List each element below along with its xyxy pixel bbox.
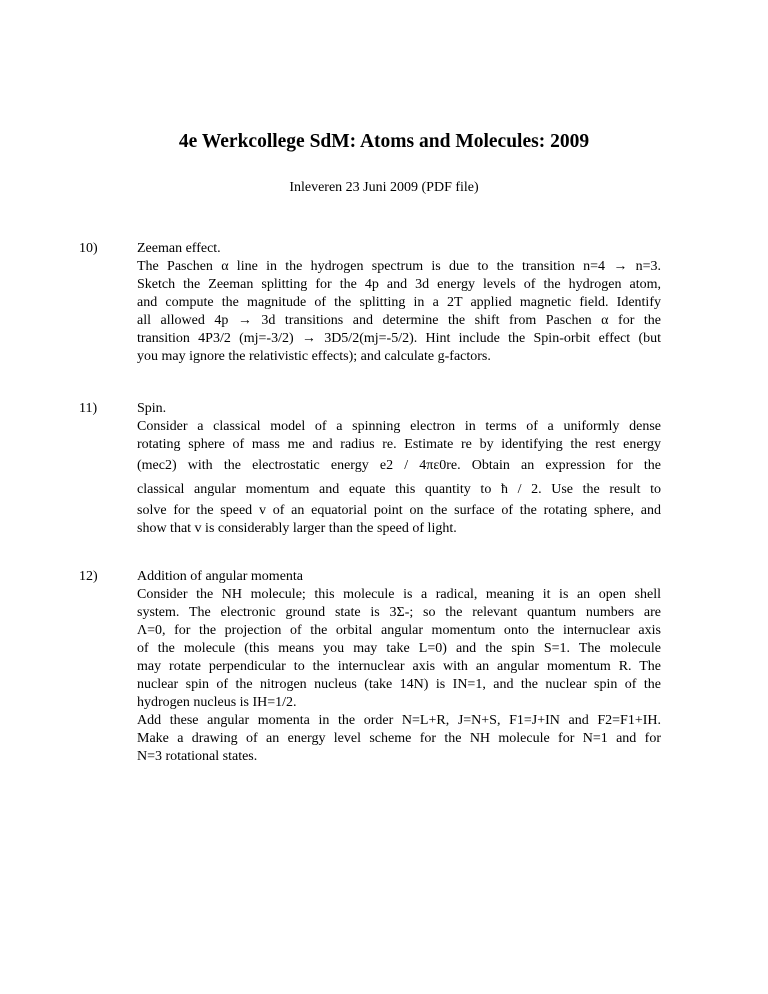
problem-12 bbox=[79, 568, 661, 766]
problem-line: Consider the NH molecule; this molecule is a radical, meaning it is an open shell bbox=[137, 587, 661, 602]
problem-line: you may ignore the relativistic effects); and calculate g-factors. bbox=[137, 349, 491, 364]
problem-line: The Paschen α line in the hydrogen spectrum is due to the transition n=4 → n=3. bbox=[137, 259, 661, 274]
problem-11 bbox=[79, 400, 661, 538]
problem-10 bbox=[79, 240, 661, 366]
problem-line: may rotate perpendicular to the internuclear axis with an angular momentum R. The bbox=[137, 659, 661, 674]
problem-line: system. The electronic ground state is 3Σ-; so the relevant quantum numbers are bbox=[137, 605, 661, 620]
problem-line: N=3 rotational states. bbox=[137, 749, 258, 764]
problem-line: of the molecule (this means you may take L=0) and the spin S=1. The molecule bbox=[137, 641, 661, 656]
problem-line: all allowed 4p → 3d transitions and determine the shift from Paschen α for the bbox=[137, 313, 661, 328]
problem-line: and compute the magnitude of the splitting in a 2T applied magnetic field. Identify bbox=[137, 295, 661, 310]
problem-line: nuclear spin of the nitrogen nucleus (take 14N) is IN=1, and the nuclear spin of the bbox=[137, 677, 661, 692]
page-title: 4e Werkcollege SdM: Atoms and Molecules: 2009 bbox=[178, 131, 590, 152]
problem-number: 10) bbox=[79, 241, 98, 256]
problem-number: 11) bbox=[79, 401, 98, 416]
problem-line: Consider a classical model of a spinning electron in terms of a uniformly dense bbox=[137, 419, 661, 434]
problem-line: Make a drawing of an energy level scheme for the NH molecule for N=1 and for bbox=[137, 731, 661, 746]
problem-line: Λ=0, for the projection of the orbital angular momentum onto the internuclear axis bbox=[137, 623, 661, 638]
problem-line: classical angular momentum and equate this quantity to ħ / 2. Use the result to bbox=[137, 482, 661, 497]
problem-line: (mec2) with the electrostatic energy e2 / 4πε0re. Obtain an expression for the bbox=[137, 458, 661, 473]
problem-line: show that v is considerably larger than the speed of light. bbox=[137, 521, 457, 536]
problem-heading: Spin. bbox=[137, 401, 167, 416]
problem-line: Sketch the Zeeman splitting for the 4p and 3d energy levels of the hydrogen atom, bbox=[137, 277, 661, 292]
problem-line: hydrogen nucleus is IH=1/2. bbox=[137, 695, 297, 710]
submission-note: Inleveren 23 Juni 2009 (PDF file) bbox=[289, 180, 479, 195]
problem-heading: Addition of angular momenta bbox=[137, 569, 304, 584]
problem-line: transition 4P3/2 (mj=-3/2) → 3D5/2(mj=-5/2). Hint include the Spin-orbit effect (but bbox=[137, 331, 661, 346]
problem-line: Add these angular momenta in the order N=L+R, J=N+S, F1=J+IN and F2=F1+IH. bbox=[137, 713, 661, 728]
problem-number: 12) bbox=[79, 569, 98, 584]
problem-line: rotating sphere of mass me and radius re. Estimate re by identifying the rest energy bbox=[137, 437, 661, 452]
problem-heading: Zeeman effect. bbox=[137, 241, 221, 256]
problem-line: solve for the speed v of an equatorial point on the surface of the rotating sphere, and bbox=[137, 503, 661, 518]
